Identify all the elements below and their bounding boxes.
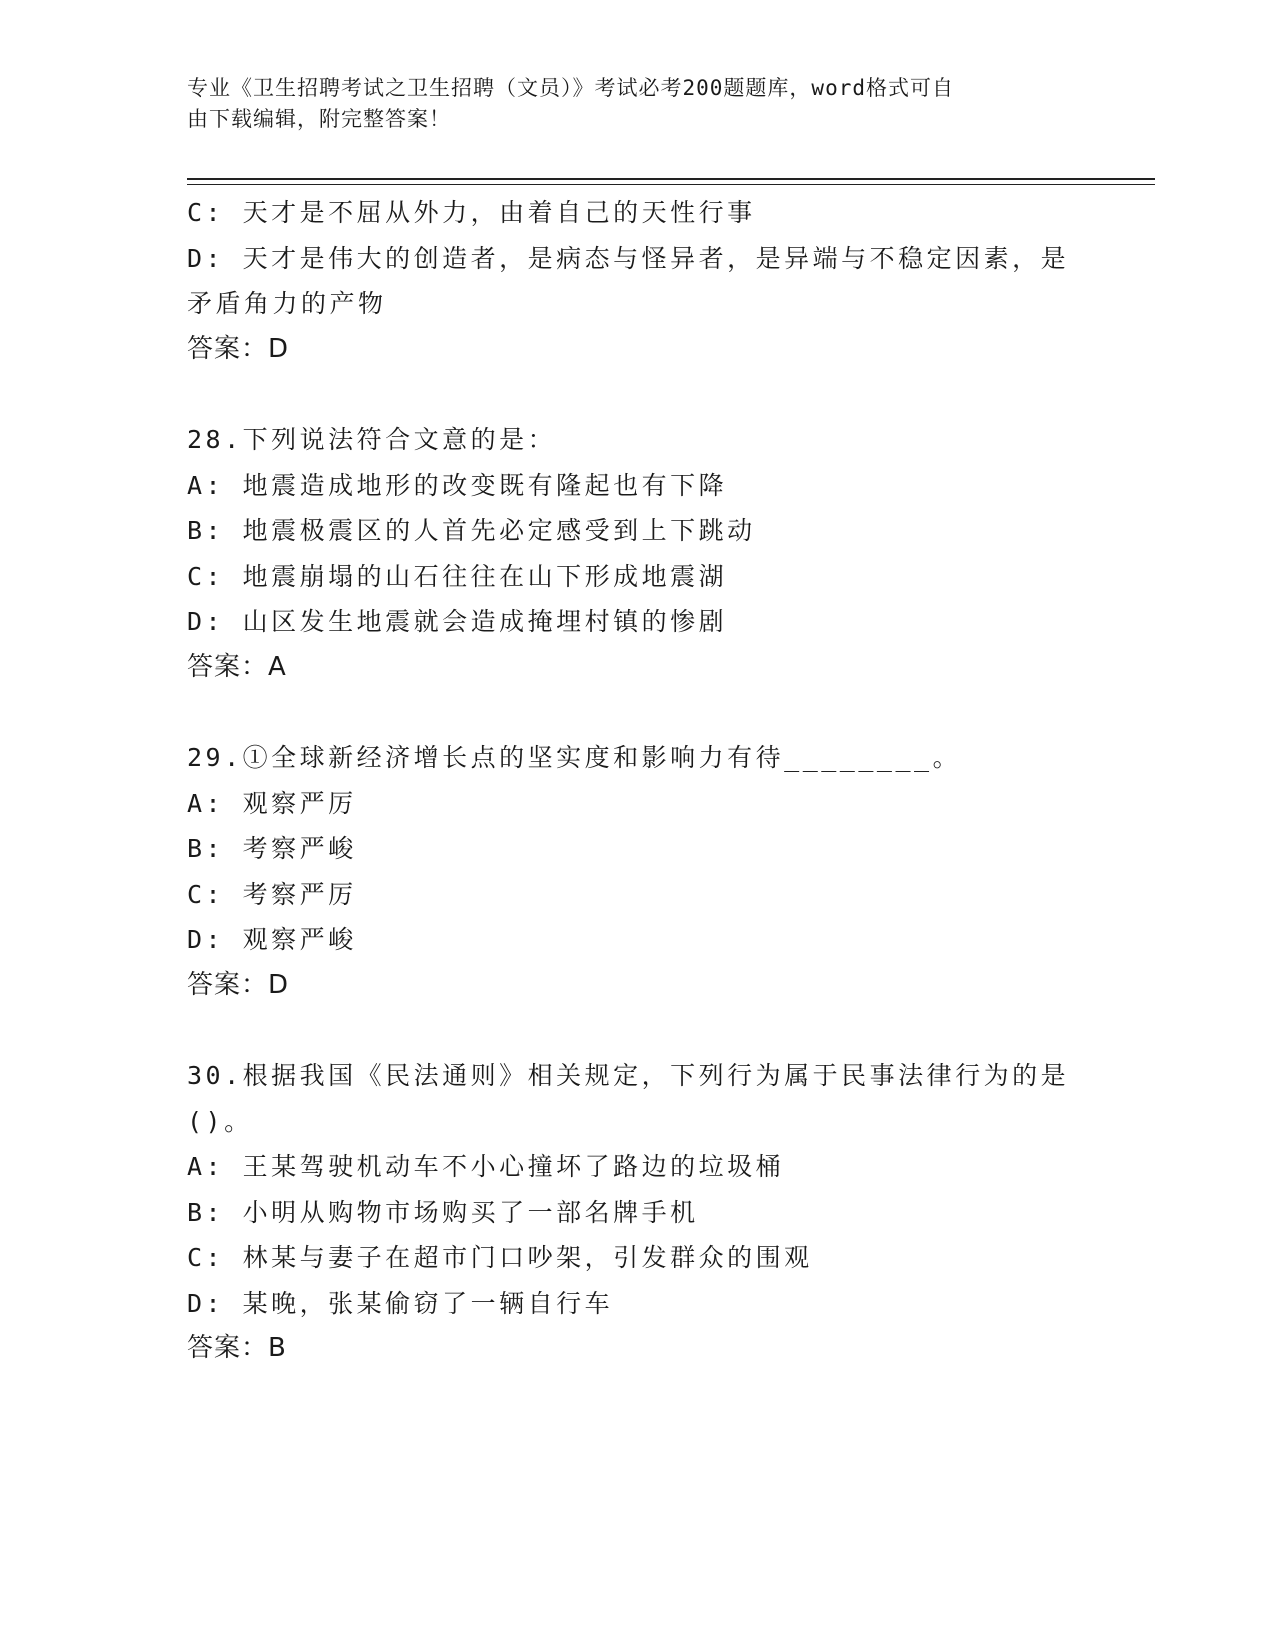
option-a: A: 观察严厉 bbox=[187, 788, 357, 818]
document-header bbox=[187, 73, 1067, 135]
answer-line: 答案：A bbox=[187, 651, 287, 682]
option-d: D: 某晚，张某偷窃了一辆自行车 bbox=[187, 1288, 614, 1318]
header-line-1: 专业《卫生招聘考试之卫生招聘（文员）》考试必考200题题库，word格式可自 bbox=[187, 76, 954, 100]
question-text-continued: ()。 bbox=[187, 1106, 253, 1136]
option-b: B: 考察严峻 bbox=[187, 834, 357, 863]
question-27-continued bbox=[187, 190, 1087, 372]
spacer bbox=[187, 1008, 1087, 1053]
option-b: B: 地震极震区的人首先必定感受到上下跳动 bbox=[187, 516, 756, 545]
question-text: 29.①全球新经济增长点的坚实度和影响力有待________。 bbox=[187, 743, 962, 772]
header-line-2: 由下载编辑，附完整答案！ bbox=[187, 107, 451, 131]
option-d: D: 观察严峻 bbox=[187, 925, 357, 954]
option-d-continued: 矛盾角力的产物 bbox=[187, 289, 387, 318]
option-a: A: 地震造成地形的改变既有隆起也有下降 bbox=[187, 470, 728, 500]
answer-line: 答案：D bbox=[187, 333, 290, 364]
question-text: 30.根据我国《民法通则》相关规定，下列行为属于民事法律行为的是 bbox=[187, 1061, 1070, 1090]
question-29 bbox=[187, 735, 1087, 1008]
option-a: A: 王某驾驶机动车不小心撞坏了路边的垃圾桶 bbox=[187, 1152, 785, 1181]
header-divider-thick bbox=[187, 178, 1155, 180]
question-30 bbox=[187, 1053, 1087, 1372]
option-c: C: 考察严厉 bbox=[187, 879, 357, 909]
answer-line: 答案：B bbox=[187, 1333, 287, 1363]
option-d: D: 山区发生地震就会造成掩埋村镇的惨剧 bbox=[187, 607, 728, 636]
option-c: C: 地震崩塌的山石往往在山下形成地震湖 bbox=[187, 561, 728, 591]
option-c: C: 天才是不屈从外力，由着自己的天性行事 bbox=[187, 198, 756, 227]
spacer bbox=[187, 372, 1087, 417]
question-28 bbox=[187, 417, 1087, 690]
option-b: B: 小明从购物市场购买了一部名牌手机 bbox=[187, 1197, 699, 1227]
header-divider-thin bbox=[187, 184, 1155, 185]
spacer bbox=[187, 690, 1087, 735]
option-d: D: 天才是伟大的创造者，是病态与怪异者，是异端与不稳定因素，是 bbox=[187, 243, 1070, 273]
question-list bbox=[187, 190, 1087, 1372]
option-c: C: 林某与妻子在超市门口吵架，引发群众的围观 bbox=[187, 1243, 813, 1272]
answer-line: 答案：D bbox=[187, 969, 290, 1000]
question-text: 28.下列说法符合文意的是： bbox=[187, 425, 557, 454]
